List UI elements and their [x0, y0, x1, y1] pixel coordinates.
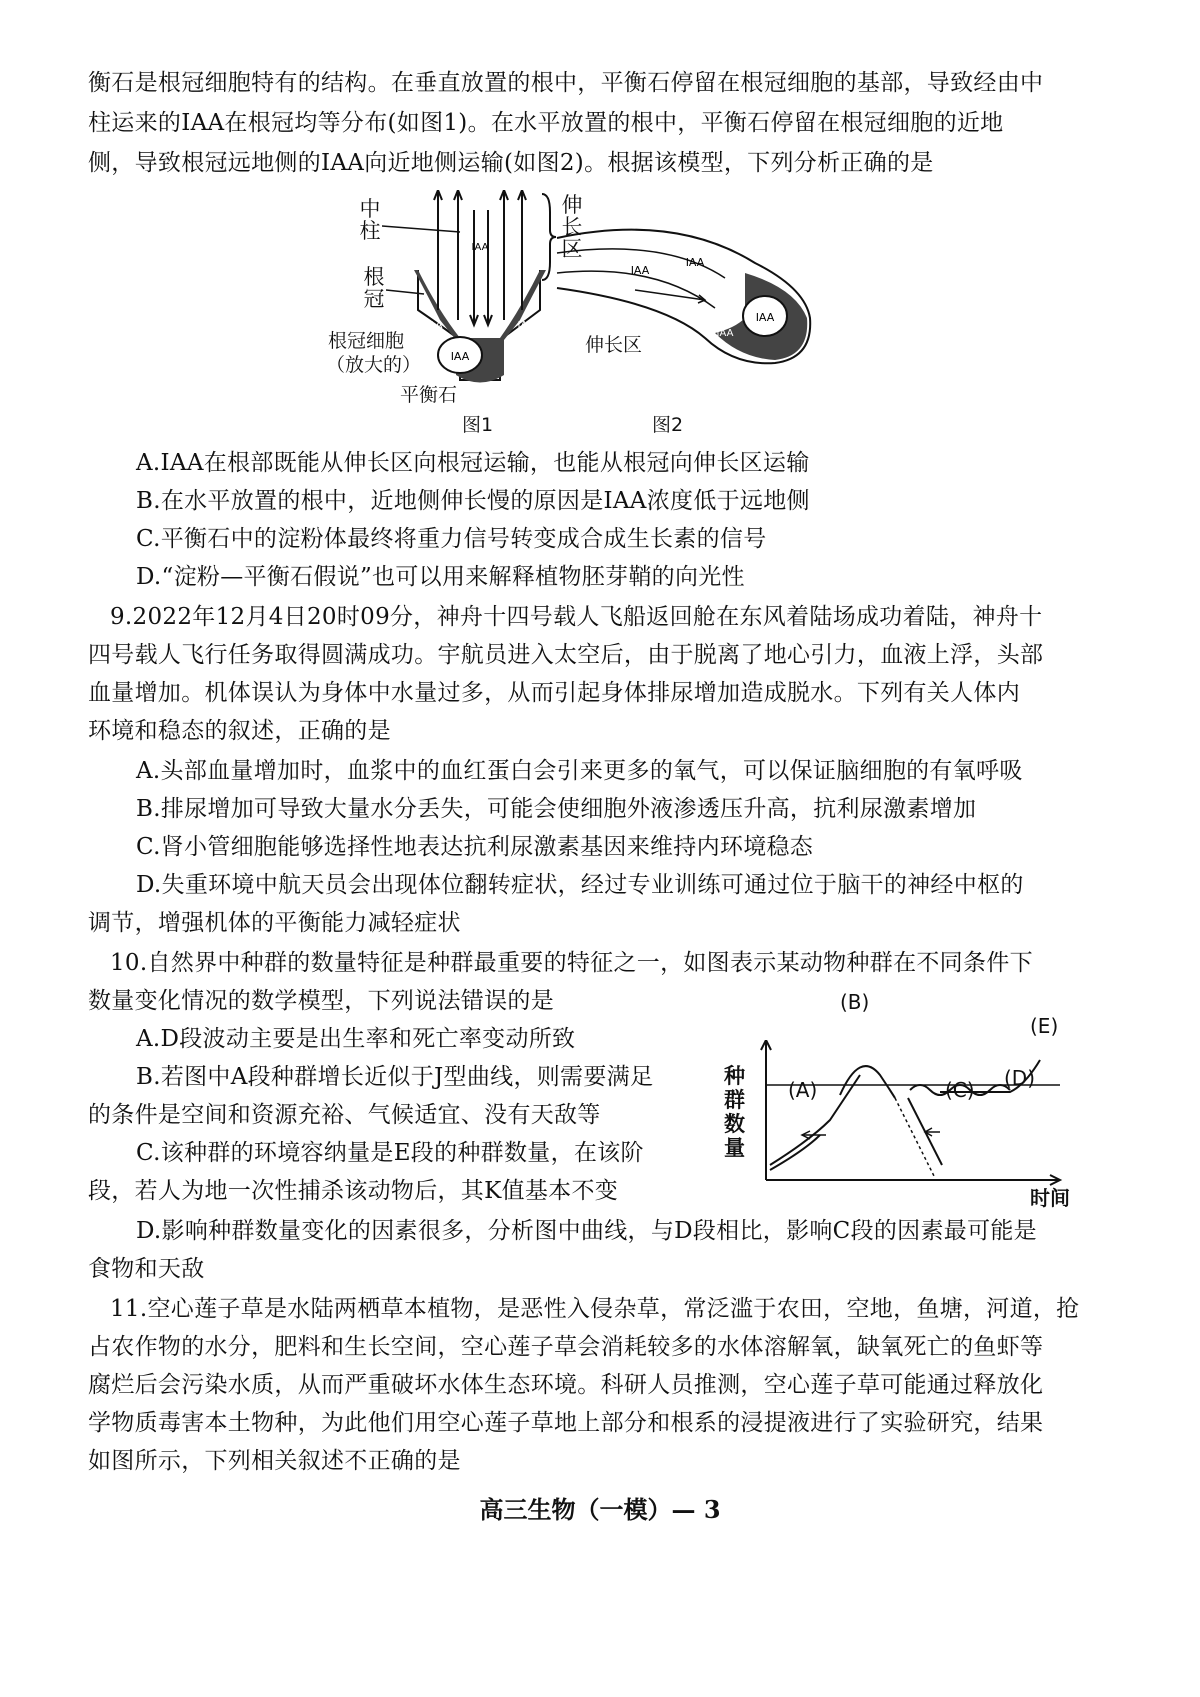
graph-label-e: (E)	[1030, 1014, 1059, 1038]
q11-line-5: 如图所示，下列相关叙述不正确的是	[88, 1448, 461, 1474]
intro-line-2: 柱运来的IAA在根冠均等分布(如图1)。在水平放置的根中，平衡石停留在根冠细胞的近地	[88, 110, 1004, 136]
q9-line-3: 血量增加。机体误认为身体中水量过多，从而引起身体排尿增加造成脱水。下列有关人体内	[88, 680, 1020, 706]
label-center-cylinder: 中 柱	[359, 197, 381, 243]
label-elongation-zone-1: 伸 长 区	[561, 193, 583, 261]
q10-option-b: B.若图中A段种群增长近似于J型曲线，则需要满足	[136, 1064, 654, 1090]
graph-plot	[760, 1040, 1070, 1190]
figure-2-iaa-1: IAA	[630, 264, 650, 277]
q9-option-a: A.头部血量增加时，血浆中的血红蛋白会引来更多的氧气，可以保证脑细胞的有氧呼吸	[136, 758, 1023, 784]
figure-2-caption: 图2	[652, 414, 684, 436]
figure-2-iaa-2: IAA	[685, 256, 705, 269]
figure-2-iaa-cell: IAA	[755, 311, 775, 324]
graph-xlabel: 时间	[1030, 1186, 1070, 1210]
q10-line-1: 10.自然界中种群的数量特征是种群最重要的特征之一，如图表示某动物种群在不同条件下	[110, 950, 1033, 976]
q11-line-3: 腐烂后会污染水质，从而严重破坏水体生态环境。科研人员推测，空心莲子草可能通过释放化	[88, 1372, 1044, 1398]
q11-line-4: 学物质毒害本土物种，为此他们用空心莲子草地上部分和根系的浸提液进行了实验研究，结果	[88, 1410, 1044, 1436]
q9-option-b: B.排尿增加可导致大量水分丢失，可能会使细胞外液渗透压升高，抗利尿激素增加	[136, 796, 977, 822]
graph-ylabel: 种群数量	[724, 1064, 745, 1160]
graph-label-d: (D)	[1004, 1066, 1036, 1090]
q10-option-c-cont: 段，若人为地一次性捕杀该动物后，其K值基本不变	[88, 1178, 619, 1204]
label-root-cap: 根 冠	[363, 265, 385, 311]
intro-line-3: 侧，导致根冠远地侧的IAA向近地侧运输(如图2)。根据该模型，下列分析正确的是	[88, 150, 934, 176]
page-footer: 高三生物（一模）— 3	[479, 1495, 721, 1524]
figure-1-iaa-cell: IAA	[450, 350, 470, 363]
q8-option-c: C.平衡石中的淀粉体最终将重力信号转变成合成生长素的信号	[136, 526, 767, 552]
q9-option-c: C.肾小管细胞能够选择性地表达抗利尿激素基因来维持内环境稳态	[136, 834, 814, 860]
q10-option-c: C.该种群的环境容纳量是E段的种群数量，在该阶	[136, 1140, 644, 1166]
label-statolith: 平衡石	[400, 384, 458, 406]
figure-1-iaa-right: IAA	[517, 320, 535, 331]
figure-1-caption: 图1	[462, 414, 494, 436]
graph-label-b: (B)	[840, 990, 870, 1014]
graph-label-a: (A)	[788, 1078, 818, 1102]
q9-line-1: 9.2022年12月4日20时09分，神舟十四号载人飞船返回舱在东风着陆场成功着陆，神舟十	[110, 604, 1043, 630]
q10-line-2: 数量变化情况的数学模型，下列说法错误的是	[88, 988, 554, 1014]
q9-option-d-cont: 调节，增强机体的平衡能力减轻症状	[88, 910, 461, 936]
q9-option-d: D.失重环境中航天员会出现体位翻转症状，经过专业训练可通过位于脑干的神经中枢的	[136, 872, 1024, 898]
q8-option-a: A.IAA在根部既能从伸长区向根冠运输，也能从根冠向伸长区运输	[136, 450, 810, 476]
label-cap-cell: 根冠细胞	[328, 330, 405, 352]
q11-line-2: 占农作物的水分，肥料和生长空间，空心莲子草会消耗较多的水体溶解氧，缺氧死亡的鱼虾等	[88, 1334, 1044, 1360]
figure-2-iaa-3: IAA	[716, 328, 734, 339]
figure-2-elongation-label: 伸长区	[585, 334, 643, 356]
label-cap-cell-enlarged: （放大的）	[326, 354, 422, 376]
center-pointer	[382, 212, 462, 242]
q10-option-d-cont: 食物和天敌	[88, 1256, 205, 1282]
q10-option-a: A.D段波动主要是出生率和死亡率变动所致	[136, 1026, 576, 1052]
figure-1-iaa-center: IAA	[471, 242, 489, 253]
figure-1-iaa-left: IAA	[425, 320, 443, 331]
cap-pointer	[386, 280, 426, 300]
q10-option-b-cont: 的条件是空间和资源充裕、气候适宜、没有天敌等	[88, 1102, 601, 1128]
graph-label-c: (C)	[945, 1078, 975, 1102]
q8-option-d: D.“淀粉—平衡石假说”也可以用来解释植物胚芽鞘的向光性	[136, 564, 745, 590]
intro-line-1: 衡石是根冠细胞特有的结构。在垂直放置的根中，平衡石停留在根冠细胞的基部，导致经由中	[88, 70, 1044, 96]
q11-line-1: 11.空心莲子草是水陆两栖草本植物，是恶性入侵杂草，常泛滥于农田，空地，鱼塘，河道，抢	[110, 1296, 1080, 1322]
q9-line-4: 环境和稳态的叙述，正确的是	[88, 718, 391, 744]
q9-line-2: 四号载人飞行任务取得圆满成功。宇航员进入太空后，由于脱离了地心引力，血液上浮，头部	[88, 642, 1044, 668]
q8-option-b: B.在水平放置的根中，近地侧伸长慢的原因是IAA浓度低于远地侧	[136, 488, 810, 514]
q10-option-d: D.影响种群数量变化的因素很多，分析图中曲线，与D段相比，影响C段的因素最可能是	[136, 1218, 1037, 1244]
